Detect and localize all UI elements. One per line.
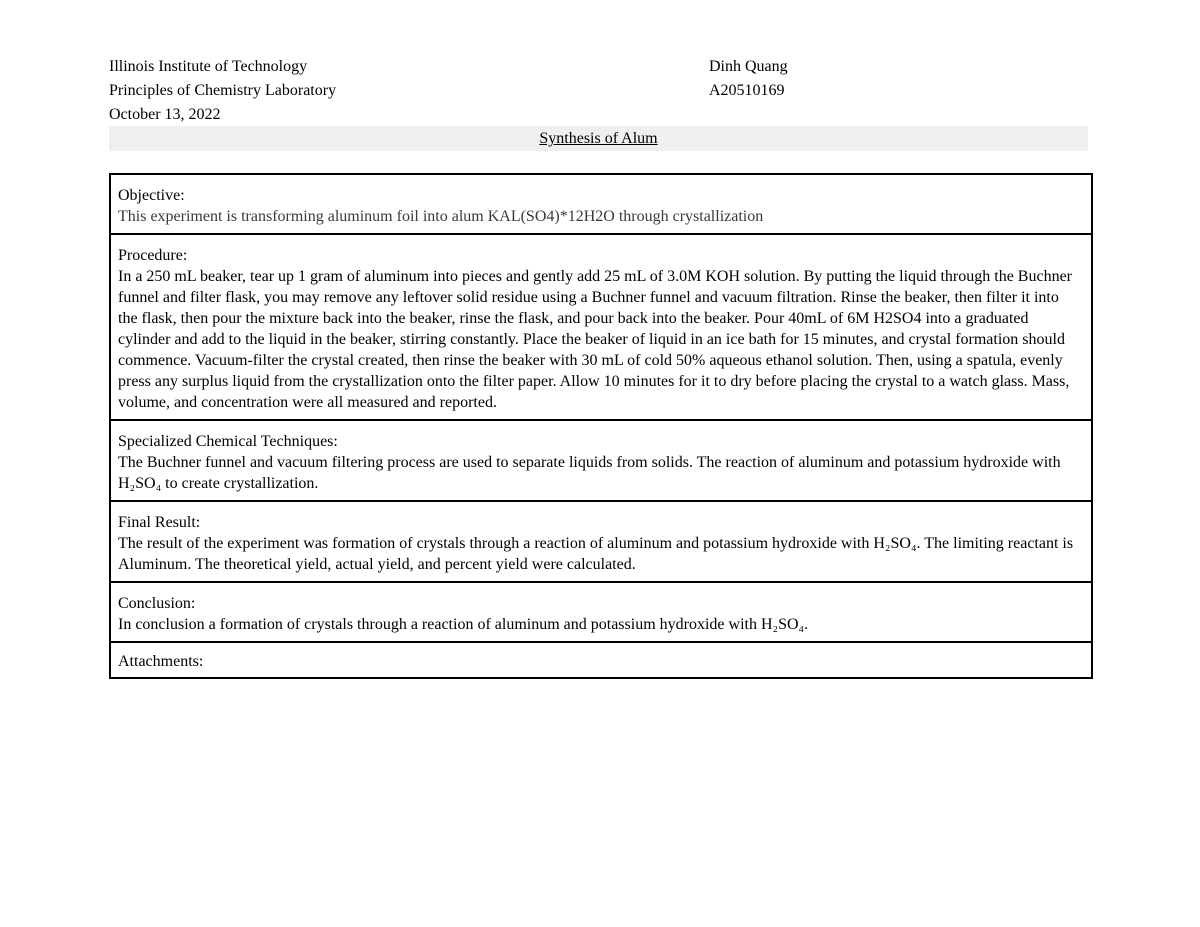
attachments-cell xyxy=(110,642,1092,678)
objective-body: This experiment is transforming aluminum foil into alum KAL(SO4)*12H2O through crystallization xyxy=(118,208,764,225)
objective-cell xyxy=(110,174,1092,234)
conclusion-cell xyxy=(110,582,1092,642)
conclusion-row xyxy=(110,582,1092,642)
techniques-row xyxy=(110,420,1092,501)
techniques-body: The Buchner funnel and vacuum filtering process are used to separate liquids from solids. The reaction of aluminum and potassium hydroxide with H₂SO₄ to create crystallization. xyxy=(118,454,1061,492)
institution-name: Illinois Institute of Technology xyxy=(109,58,308,75)
conclusion-body: In conclusion a formation of crystals through a reaction of aluminum and potassium hydroxide with H₂SO₄. xyxy=(118,616,809,633)
author-name: Dinh Quang xyxy=(709,58,788,75)
procedure-cell xyxy=(110,234,1092,420)
report-table xyxy=(109,173,1093,679)
student-id: A20510169 xyxy=(709,82,785,99)
header-left xyxy=(109,55,336,127)
attachments-heading: Attachments: xyxy=(118,653,204,670)
procedure-body: In a 250 mL beaker, tear up 1 gram of aluminum into pieces and gently add 25 mL of 3.0M KOH solution. By putting the liquid through the Buchner funnel and filter flask, you may remove any leftover solid residue using a Buchner funnel and vacuum filtration. Rinse the beaker, then filter it into the flask, then pour the mixture back into the beaker, rinse the flask, and pour back into the beaker. Pour 40mL of 6M H2SO4 into a graduated cylinder and add to the liquid in the beaker, stirring constantly. Place the beaker of liquid in an ice bath for 15 minutes, and crystal formation should commence. Vacuum-filter the crystal created, then rinse the beaker with 30 mL of cold 50% aqueous ethanol solution. Then, using a spatula, evenly press any surplus liquid from the crystallization onto the filter paper. Allow 10 minutes for it to dry before placing the crystal to a watch glass. Mass, volume, and concentration were all measured and reported. xyxy=(118,268,1072,411)
final-result-row xyxy=(110,501,1092,582)
procedure-heading: Procedure: xyxy=(118,247,188,264)
techniques-heading: Specialized Chemical Techniques: xyxy=(118,433,338,450)
header-right xyxy=(709,55,788,103)
page-title: Synthesis of Alum xyxy=(539,130,658,147)
title-bar xyxy=(109,126,1088,151)
course-name: Principles of Chemistry Laboratory xyxy=(109,82,337,99)
final-result-body: The result of the experiment was formation of crystals through a reaction of aluminum and potassium hydroxide with H₂SO₄. The limiting reactant is Aluminum. The theoretical yield, actual yield, and percent yield were calculated. xyxy=(118,535,1074,573)
objective-heading: Objective: xyxy=(118,187,185,204)
techniques-cell xyxy=(110,420,1092,501)
final-result-cell xyxy=(110,501,1092,582)
final-result-heading: Final Result: xyxy=(118,514,201,531)
attachments-row xyxy=(110,642,1092,678)
objective-row xyxy=(110,174,1092,234)
conclusion-heading: Conclusion: xyxy=(118,595,196,612)
report-date: October 13, 2022 xyxy=(109,106,221,123)
procedure-row xyxy=(110,234,1092,420)
